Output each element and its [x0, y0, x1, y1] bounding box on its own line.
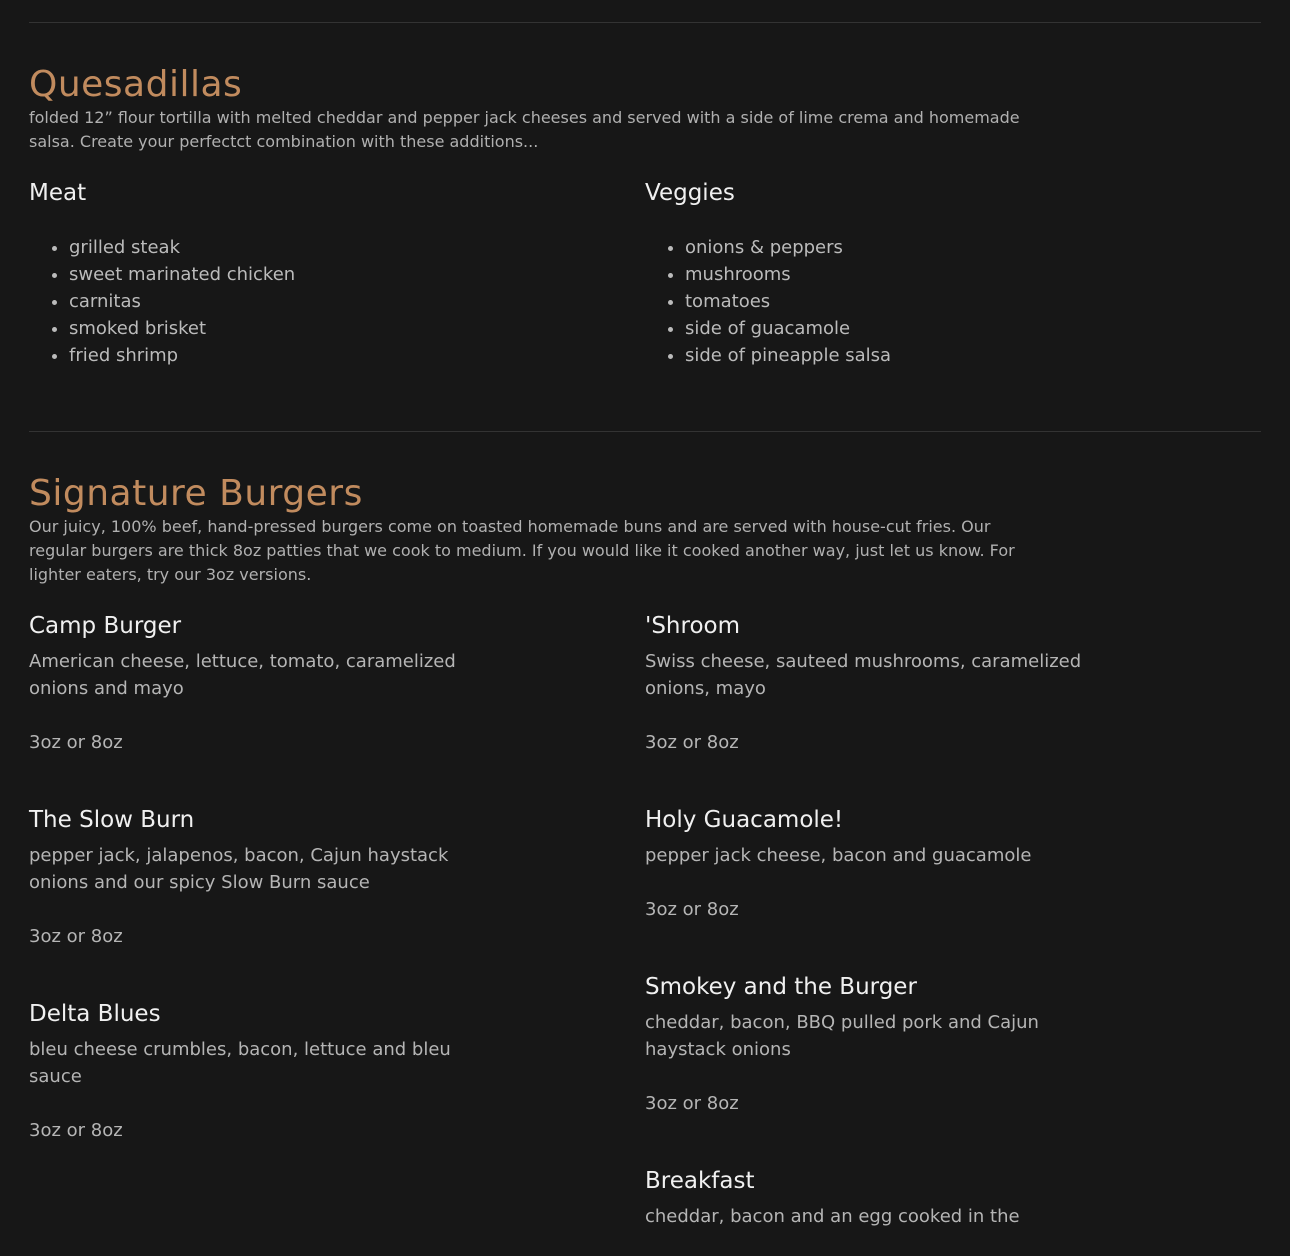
section-title: Signature Burgers [29, 473, 363, 514]
item-name: Breakfast [645, 1168, 755, 1194]
item-description: pepper jack cheese, bacon and guacamole [645, 845, 1032, 866]
veggies-column [645, 179, 1261, 369]
item-size: 3oz or 8oz [645, 899, 739, 920]
menu-item [645, 973, 1085, 1117]
item-name: Holy Guacamole! [645, 807, 844, 833]
item-name: Delta Blues [29, 1001, 161, 1027]
burger-columns [29, 612, 1261, 1230]
menu-page [29, 0, 1261, 1230]
divider [29, 22, 1261, 23]
list-item: • mushrooms [685, 261, 1261, 288]
meat-list [29, 234, 645, 369]
item-size: 3oz or 8oz [29, 926, 123, 947]
item-description: American cheese, lettuce, tomato, caramelized onions and mayo [29, 651, 456, 699]
section-description: Our juicy, 100% beef, hand-pressed burgers come on toasted homemade buns and are served with house-cut fries. Our regular burgers are thick 8oz patties that we cook to medium. If you would like it cooked another way, just let us know. For lighter eaters, try our 3oz versions. [29, 517, 1015, 584]
meat-heading: Meat [29, 180, 87, 206]
item-size: 3oz or 8oz [645, 732, 739, 753]
menu-item [645, 612, 1085, 756]
list-item: • carnitas [69, 288, 645, 315]
section-description: folded 12” flour tortilla with melted cheddar and pepper jack cheeses and served with a side of lime crema and homemade salsa. Create your perfectct combination with these additions... [29, 108, 1020, 151]
item-description: Swiss cheese, sauteed mushrooms, caramelized onions, mayo [645, 651, 1082, 699]
divider [29, 431, 1261, 432]
burger-column-right [645, 612, 1261, 1230]
burgers-section [29, 474, 1261, 1230]
item-description: pepper jack, jalapenos, bacon, Cajun haystack onions and our spicy Slow Burn sauce [29, 845, 449, 893]
menu-item [645, 806, 1085, 923]
list-item: • fried shrimp [69, 342, 645, 369]
options-columns [29, 179, 1261, 369]
quesadillas-section [29, 65, 1261, 369]
item-size: 3oz or 8oz [645, 1093, 739, 1114]
list-item: • sweet marinated chicken [69, 261, 645, 288]
item-name: 'Shroom [645, 613, 740, 639]
item-description: bleu cheese crumbles, bacon, lettuce and bleu sauce [29, 1039, 451, 1087]
item-description: cheddar, bacon and an egg cooked in the [645, 1206, 1020, 1227]
item-size: 3oz or 8oz [29, 1120, 123, 1141]
menu-item [29, 1000, 469, 1144]
item-size: 3oz or 8oz [29, 732, 123, 753]
list-item: • tomatoes [685, 288, 1261, 315]
section-title: Quesadillas [29, 64, 243, 105]
menu-item [645, 1167, 1085, 1230]
item-name: Camp Burger [29, 613, 182, 639]
meat-column [29, 179, 645, 369]
list-item: • side of guacamole [685, 315, 1261, 342]
list-item: • smoked brisket [69, 315, 645, 342]
list-item: • side of pineapple salsa [685, 342, 1261, 369]
item-name: Smokey and the Burger [645, 974, 917, 1000]
veggies-heading: Veggies [645, 180, 735, 206]
burger-column-left [29, 612, 645, 1230]
item-name: The Slow Burn [29, 807, 195, 833]
veggies-list [645, 234, 1261, 369]
list-item: • grilled steak [69, 234, 645, 261]
item-description: cheddar, bacon, BBQ pulled pork and Cajun haystack onions [645, 1012, 1039, 1060]
menu-item [29, 612, 469, 756]
menu-item [29, 806, 469, 950]
list-item: • onions & peppers [685, 234, 1261, 261]
